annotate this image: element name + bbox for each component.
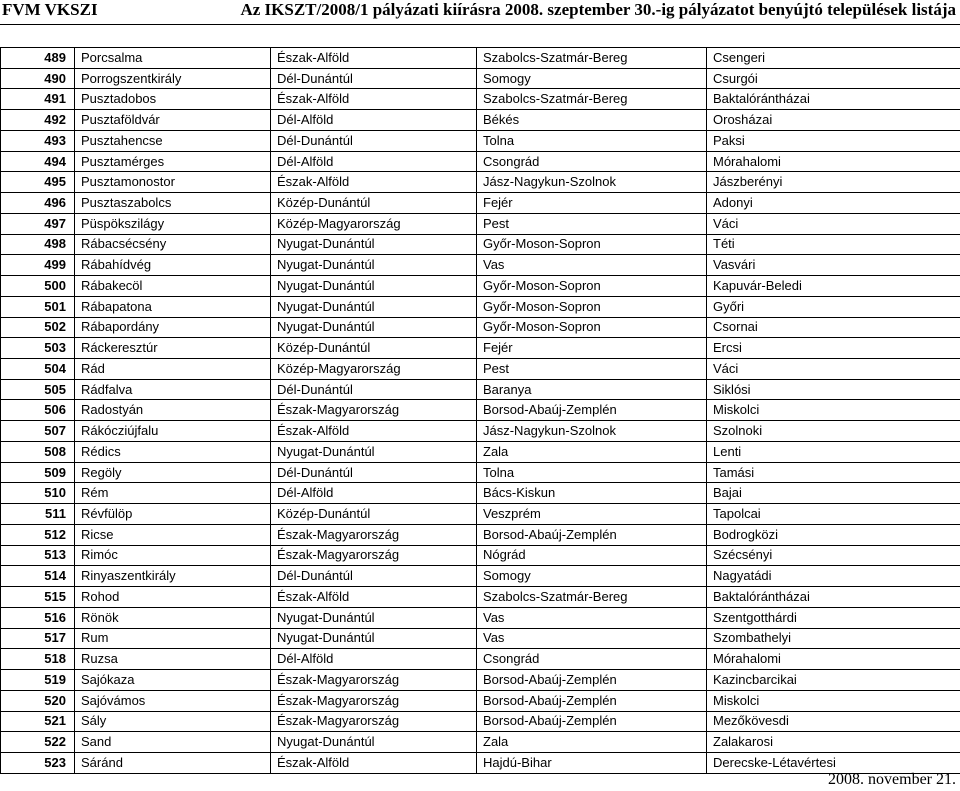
settlement-name-cell: Rábacsécsény	[75, 234, 271, 255]
region-cell: Dél-Dunántúl	[271, 462, 477, 483]
settlement-name-cell: Regöly	[75, 462, 271, 483]
region-cell: Dél-Dunántúl	[271, 379, 477, 400]
settlement-name-cell: Ricse	[75, 524, 271, 545]
row-number-cell: 506	[1, 400, 75, 421]
table-row	[1, 68, 960, 89]
county-cell: Borsod-Abaúj-Zemplén	[477, 400, 707, 421]
page-header	[0, 0, 960, 26]
row-number-cell: 513	[1, 545, 75, 566]
subregion-cell: Nagyatádi	[707, 566, 960, 587]
region-cell: Dél-Alföld	[271, 649, 477, 670]
table-row	[1, 711, 960, 732]
settlement-name-cell: Rum	[75, 628, 271, 649]
row-number-cell: 489	[1, 48, 75, 69]
region-cell: Nyugat-Dunántúl	[271, 296, 477, 317]
settlement-name-cell: Rádfalva	[75, 379, 271, 400]
region-cell: Nyugat-Dunántúl	[271, 441, 477, 462]
settlement-name-cell: Rábapordány	[75, 317, 271, 338]
county-cell: Vas	[477, 255, 707, 276]
settlement-name-cell: Pusztaföldvár	[75, 110, 271, 131]
row-number-cell: 509	[1, 462, 75, 483]
row-number-cell: 497	[1, 213, 75, 234]
subregion-cell: Szolnoki	[707, 421, 960, 442]
table-row	[1, 400, 960, 421]
county-cell: Fejér	[477, 193, 707, 214]
table-row	[1, 670, 960, 691]
settlement-name-cell: Ruzsa	[75, 649, 271, 670]
subregion-cell: Kapuvár-Beledi	[707, 276, 960, 297]
row-number-cell: 491	[1, 89, 75, 110]
row-number-cell: 517	[1, 628, 75, 649]
table-row	[1, 752, 960, 773]
table-row	[1, 255, 960, 276]
settlement-name-cell: Pusztadobos	[75, 89, 271, 110]
settlement-name-cell: Sály	[75, 711, 271, 732]
table-row	[1, 566, 960, 587]
county-cell: Nógrád	[477, 545, 707, 566]
settlement-name-cell: Rád	[75, 359, 271, 380]
table-row	[1, 234, 960, 255]
settlement-name-cell: Rábahídvég	[75, 255, 271, 276]
row-number-cell: 503	[1, 338, 75, 359]
row-number-cell: 499	[1, 255, 75, 276]
county-cell: Szabolcs-Szatmár-Bereg	[477, 587, 707, 608]
subregion-cell: Kazincbarcikai	[707, 670, 960, 691]
region-cell: Dél-Alföld	[271, 483, 477, 504]
settlement-name-cell: Rinyaszentkirály	[75, 566, 271, 587]
subregion-cell: Csengeri	[707, 48, 960, 69]
settlement-name-cell: Rimóc	[75, 545, 271, 566]
subregion-cell: Ercsi	[707, 338, 960, 359]
settlement-name-cell: Rábapatona	[75, 296, 271, 317]
row-number-cell: 514	[1, 566, 75, 587]
table-row	[1, 524, 960, 545]
county-cell: Csongrád	[477, 151, 707, 172]
row-number-cell: 504	[1, 359, 75, 380]
footer-date: 2008. november 21.	[828, 771, 956, 788]
subregion-cell: Győri	[707, 296, 960, 317]
settlement-name-cell: Révfülöp	[75, 504, 271, 525]
region-cell: Nyugat-Dunántúl	[271, 276, 477, 297]
county-cell: Csongrád	[477, 649, 707, 670]
subregion-cell: Mórahalomi	[707, 151, 960, 172]
table-row	[1, 628, 960, 649]
region-cell: Dél-Alföld	[271, 110, 477, 131]
region-cell: Észak-Alföld	[271, 89, 477, 110]
table-row	[1, 276, 960, 297]
table-row	[1, 441, 960, 462]
county-cell: Vas	[477, 628, 707, 649]
row-number-cell: 519	[1, 670, 75, 691]
county-cell: Somogy	[477, 566, 707, 587]
table-row	[1, 379, 960, 400]
region-cell: Közép-Magyarország	[271, 213, 477, 234]
row-number-cell: 494	[1, 151, 75, 172]
settlement-name-cell: Rákócziújfalu	[75, 421, 271, 442]
region-cell: Észak-Magyarország	[271, 545, 477, 566]
settlement-name-cell: Pusztaszabolcs	[75, 193, 271, 214]
county-cell: Zala	[477, 441, 707, 462]
county-cell: Tolna	[477, 130, 707, 151]
subregion-cell: Jászberényi	[707, 172, 960, 193]
table-row	[1, 89, 960, 110]
table-row	[1, 151, 960, 172]
subregion-cell: Paksi	[707, 130, 960, 151]
subregion-cell: Adonyi	[707, 193, 960, 214]
region-cell: Észak-Magyarország	[271, 711, 477, 732]
table-row	[1, 110, 960, 131]
region-cell: Észak-Magyarország	[271, 400, 477, 421]
subregion-cell: Szécsényi	[707, 545, 960, 566]
region-cell: Dél-Dunántúl	[271, 68, 477, 89]
subregion-cell: Váci	[707, 213, 960, 234]
row-number-cell: 518	[1, 649, 75, 670]
row-number-cell: 515	[1, 587, 75, 608]
subregion-cell: Derecske-Létavértesi	[707, 752, 960, 773]
county-cell: Bács-Kiskun	[477, 483, 707, 504]
county-cell: Fejér	[477, 338, 707, 359]
region-cell: Dél-Alföld	[271, 151, 477, 172]
subregion-cell: Siklósi	[707, 379, 960, 400]
row-number-cell: 522	[1, 732, 75, 753]
subregion-cell: Tapolcai	[707, 504, 960, 525]
table-row	[1, 649, 960, 670]
county-cell: Jász-Nagykun-Szolnok	[477, 172, 707, 193]
settlement-name-cell: Sajóvámos	[75, 690, 271, 711]
settlement-name-cell: Rönök	[75, 607, 271, 628]
header-divider	[0, 24, 960, 25]
region-cell: Közép-Dunántúl	[271, 338, 477, 359]
region-cell: Közép-Magyarország	[271, 359, 477, 380]
subregion-cell: Váci	[707, 359, 960, 380]
table-row	[1, 296, 960, 317]
subregion-cell: Tamási	[707, 462, 960, 483]
table-row	[1, 338, 960, 359]
region-cell: Észak-Magyarország	[271, 690, 477, 711]
table-row	[1, 421, 960, 442]
settlement-name-cell: Porrogszentkirály	[75, 68, 271, 89]
row-number-cell: 512	[1, 524, 75, 545]
settlement-name-cell: Pusztamonostor	[75, 172, 271, 193]
county-cell: Baranya	[477, 379, 707, 400]
table-row	[1, 732, 960, 753]
row-number-cell: 493	[1, 130, 75, 151]
subregion-cell: Mórahalomi	[707, 649, 960, 670]
table-row	[1, 607, 960, 628]
subregion-cell: Csornai	[707, 317, 960, 338]
subregion-cell: Miskolci	[707, 690, 960, 711]
row-number-cell: 511	[1, 504, 75, 525]
row-number-cell: 490	[1, 68, 75, 89]
subregion-cell: Szombathelyi	[707, 628, 960, 649]
table-row	[1, 193, 960, 214]
region-cell: Közép-Dunántúl	[271, 193, 477, 214]
county-cell: Szabolcs-Szatmár-Bereg	[477, 89, 707, 110]
row-number-cell: 507	[1, 421, 75, 442]
region-cell: Nyugat-Dunántúl	[271, 732, 477, 753]
subregion-cell: Lenti	[707, 441, 960, 462]
row-number-cell: 516	[1, 607, 75, 628]
row-number-cell: 492	[1, 110, 75, 131]
settlement-name-cell: Rohod	[75, 587, 271, 608]
organization-name: FVM VKSZI	[2, 0, 98, 19]
row-number-cell: 496	[1, 193, 75, 214]
subregion-cell: Téti	[707, 234, 960, 255]
region-cell: Észak-Alföld	[271, 48, 477, 69]
settlements-table-body	[1, 48, 960, 774]
region-cell: Közép-Dunántúl	[271, 504, 477, 525]
settlement-name-cell: Ráckeresztúr	[75, 338, 271, 359]
region-cell: Észak-Alföld	[271, 752, 477, 773]
region-cell: Észak-Alföld	[271, 587, 477, 608]
settlement-name-cell: Radostyán	[75, 400, 271, 421]
table-row	[1, 690, 960, 711]
table-row	[1, 504, 960, 525]
county-cell: Pest	[477, 213, 707, 234]
county-cell: Borsod-Abaúj-Zemplén	[477, 711, 707, 732]
region-cell: Nyugat-Dunántúl	[271, 255, 477, 276]
row-number-cell: 521	[1, 711, 75, 732]
subregion-cell: Miskolci	[707, 400, 960, 421]
row-number-cell: 502	[1, 317, 75, 338]
county-cell: Győr-Moson-Sopron	[477, 276, 707, 297]
row-number-cell: 500	[1, 276, 75, 297]
row-number-cell: 523	[1, 752, 75, 773]
settlement-name-cell: Sand	[75, 732, 271, 753]
county-cell: Veszprém	[477, 504, 707, 525]
row-number-cell: 495	[1, 172, 75, 193]
row-number-cell: 505	[1, 379, 75, 400]
county-cell: Jász-Nagykun-Szolnok	[477, 421, 707, 442]
county-cell: Békés	[477, 110, 707, 131]
region-cell: Nyugat-Dunántúl	[271, 607, 477, 628]
settlement-name-cell: Pusztamérges	[75, 151, 271, 172]
row-number-cell: 498	[1, 234, 75, 255]
row-number-cell: 520	[1, 690, 75, 711]
subregion-cell: Baktalórántházai	[707, 89, 960, 110]
subregion-cell: Baktalórántházai	[707, 587, 960, 608]
county-cell: Vas	[477, 607, 707, 628]
region-cell: Észak-Alföld	[271, 421, 477, 442]
row-number-cell: 501	[1, 296, 75, 317]
region-cell: Dél-Dunántúl	[271, 566, 477, 587]
county-cell: Tolna	[477, 462, 707, 483]
region-cell: Dél-Dunántúl	[271, 130, 477, 151]
region-cell: Nyugat-Dunántúl	[271, 234, 477, 255]
table-row	[1, 587, 960, 608]
settlement-name-cell: Sajókaza	[75, 670, 271, 691]
county-cell: Borsod-Abaúj-Zemplén	[477, 670, 707, 691]
region-cell: Nyugat-Dunántúl	[271, 317, 477, 338]
subregion-cell: Szentgotthárdi	[707, 607, 960, 628]
region-cell: Nyugat-Dunántúl	[271, 628, 477, 649]
subregion-cell: Orosházai	[707, 110, 960, 131]
document-title: Az IKSZT/2008/1 pályázati kiírásra 2008. szeptember 30.-ig pályázatot benyújtó települések listája	[240, 0, 956, 19]
subregion-cell: Csurgói	[707, 68, 960, 89]
settlement-name-cell: Püspökszilágy	[75, 213, 271, 234]
subregion-cell: Bodrogközi	[707, 524, 960, 545]
subregion-cell: Zalakarosi	[707, 732, 960, 753]
county-cell: Borsod-Abaúj-Zemplén	[477, 524, 707, 545]
region-cell: Észak-Magyarország	[271, 524, 477, 545]
county-cell: Somogy	[477, 68, 707, 89]
settlement-name-cell: Rábakecöl	[75, 276, 271, 297]
row-number-cell: 508	[1, 441, 75, 462]
county-cell: Pest	[477, 359, 707, 380]
table-row	[1, 462, 960, 483]
settlement-name-cell: Rém	[75, 483, 271, 504]
county-cell: Szabolcs-Szatmár-Bereg	[477, 48, 707, 69]
county-cell: Zala	[477, 732, 707, 753]
row-number-cell: 510	[1, 483, 75, 504]
subregion-cell: Bajai	[707, 483, 960, 504]
settlements-table	[0, 47, 960, 774]
subregion-cell: Vasvári	[707, 255, 960, 276]
settlement-name-cell: Sáránd	[75, 752, 271, 773]
table-row	[1, 359, 960, 380]
county-cell: Győr-Moson-Sopron	[477, 234, 707, 255]
region-cell: Észak-Magyarország	[271, 670, 477, 691]
region-cell: Észak-Alföld	[271, 172, 477, 193]
table-row	[1, 545, 960, 566]
settlement-name-cell: Rédics	[75, 441, 271, 462]
settlement-name-cell: Porcsalma	[75, 48, 271, 69]
table-row	[1, 483, 960, 504]
county-cell: Győr-Moson-Sopron	[477, 296, 707, 317]
county-cell: Borsod-Abaúj-Zemplén	[477, 690, 707, 711]
table-row	[1, 213, 960, 234]
table-row	[1, 130, 960, 151]
county-cell: Győr-Moson-Sopron	[477, 317, 707, 338]
table-row	[1, 317, 960, 338]
subregion-cell: Mezőkövesdi	[707, 711, 960, 732]
table-row	[1, 48, 960, 69]
county-cell: Hajdú-Bihar	[477, 752, 707, 773]
settlement-name-cell: Pusztahencse	[75, 130, 271, 151]
table-row	[1, 172, 960, 193]
